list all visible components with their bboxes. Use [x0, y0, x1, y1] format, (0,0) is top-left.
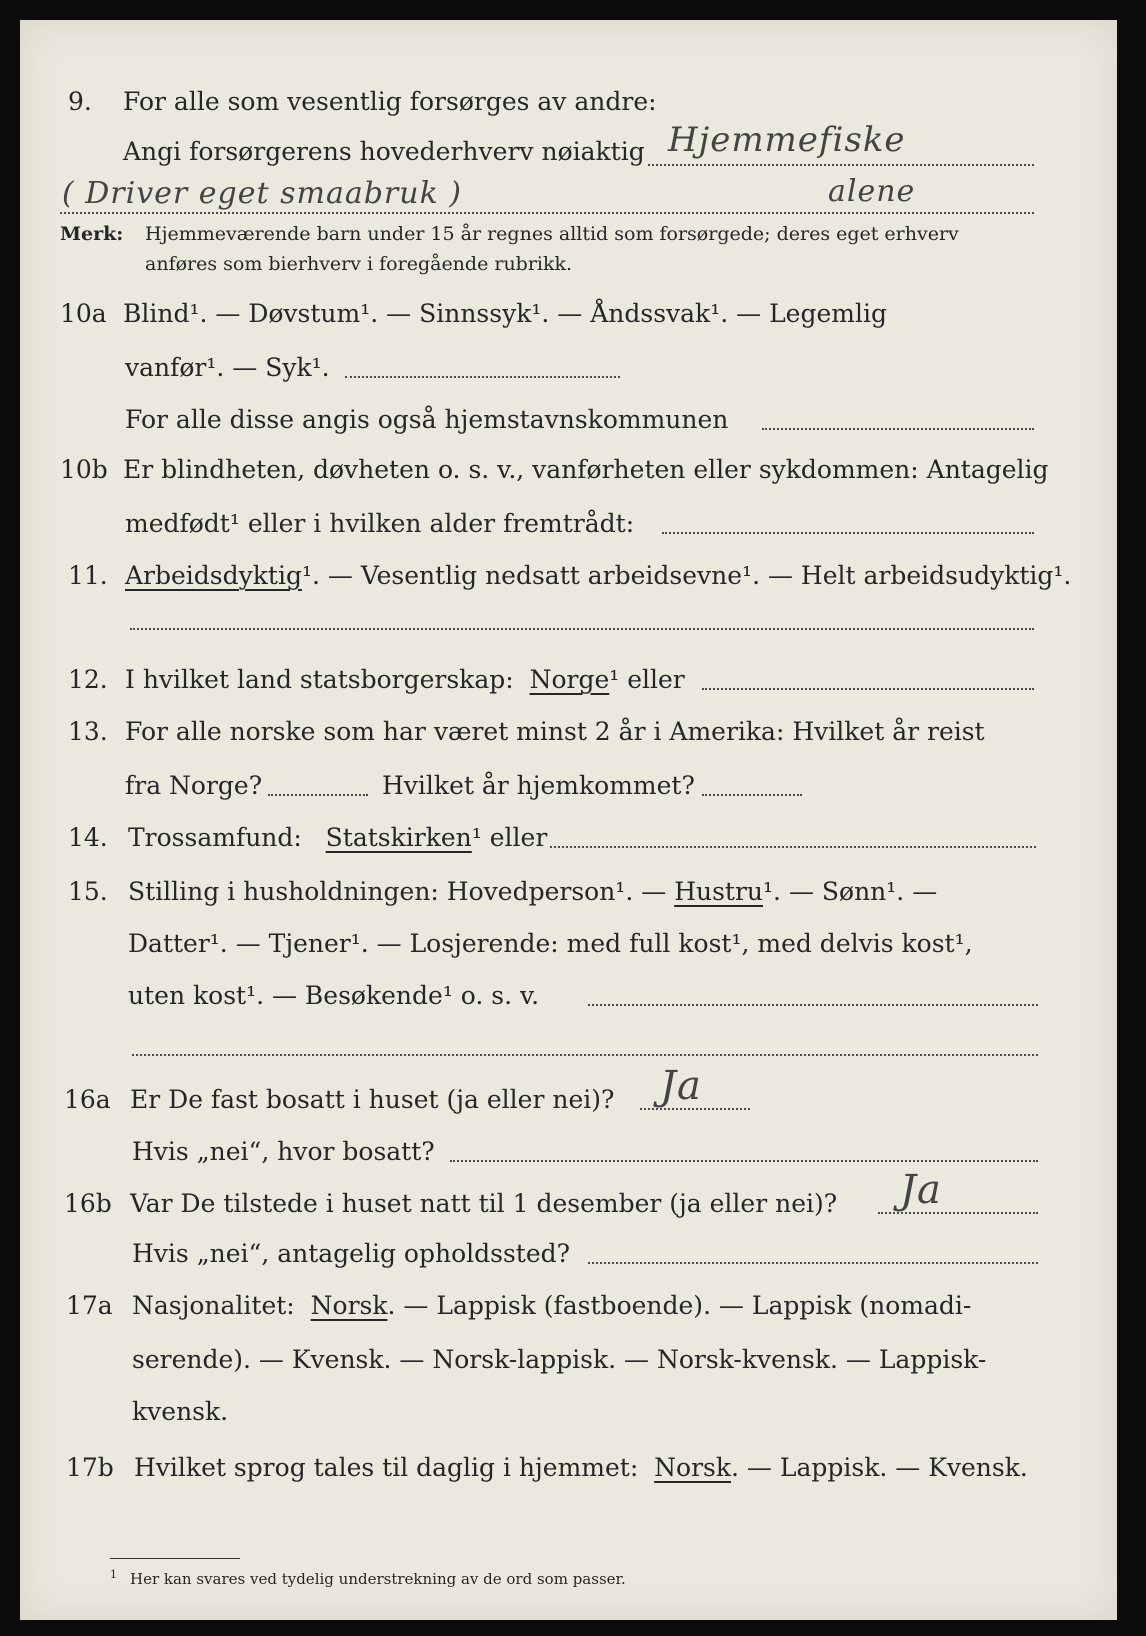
q15-row2 [20, 924, 1117, 964]
q9-handwritten-answer2: ( Driver eget smaabruk ) [62, 176, 463, 211]
q12-selected-option[interactable]: Norge [529, 665, 610, 694]
merk-text-line2: anføres som bierhverv i foregående rubrikk. [145, 253, 573, 275]
q15-selected-option[interactable]: Hustru [674, 877, 764, 906]
q17b-selected-option[interactable]: Norsk [654, 1453, 732, 1482]
q10b-row1 [20, 450, 1117, 490]
q10a-text-line3: For alle disse angis også hjemstavnskommunen [125, 405, 729, 434]
q17a-text-post: . — Lappisk (fastboende). — Lappisk (nomadi- [387, 1291, 972, 1320]
q13-text-reist: fra Norge? [125, 771, 263, 800]
q14-text-post: ¹ eller [471, 823, 548, 852]
q10a-text-line2: vanfør¹. — Syk¹. [125, 353, 330, 382]
q16b-text-line1: Var De tilstede i huset natt til 1 desember (ja eller nei)? [130, 1189, 838, 1218]
q16a-handwritten-answer: Ja [660, 1063, 702, 1109]
q12-text: I hvilket land statsborgerskap: [125, 665, 514, 694]
footnote-mark: 1 [110, 1568, 117, 1581]
q17a-row1 [20, 1286, 1117, 1326]
q16b-handwritten-answer: Ja [900, 1167, 942, 1213]
q17b-text-post: . — Lappisk. — Kvensk. [731, 1453, 1028, 1482]
q17a-text: Nasjonalitet: [132, 1291, 295, 1320]
q14-answer-line[interactable] [550, 846, 1036, 848]
q16b-row1 [20, 1167, 1117, 1224]
q9-text-line1: For alle som vesentlig forsørges av andre: [123, 87, 657, 116]
q10b-number: 10b [60, 455, 108, 484]
q15-row3 [20, 976, 1117, 1016]
footnote [20, 1566, 1117, 1592]
q17a-text-line3: kvensk. [132, 1397, 229, 1426]
q16a-number: 16a [64, 1085, 111, 1114]
q11-selected-option[interactable]: Arbeidsdyktig [125, 561, 302, 590]
q16b-text-line2: Hvis „nei“, antagelig opholdssted? [132, 1239, 571, 1268]
q15-text-line2: Datter¹. — Tjener¹. — Losjerende: med full kost¹, med delvis kost¹, [128, 929, 973, 958]
q11-blank-row [20, 604, 1117, 644]
q14-row [20, 818, 1117, 858]
q11-options-rest: ¹. — Vesentlig nedsatt arbeidsevne¹. — Helt arbeidsudyktig¹. [301, 561, 1072, 590]
q16b-opholdssted-line[interactable] [588, 1262, 1038, 1264]
q15-answer-line[interactable] [588, 1004, 1038, 1006]
q16a-text-line2: Hvis „nei“, hvor bosatt? [132, 1137, 435, 1166]
q16b-number: 16b [64, 1189, 112, 1218]
q15-extra-line[interactable] [132, 1054, 1038, 1056]
merk-text-line1: Hjemmeværende barn under 15 år regnes alltid som forsørgede; deres eget erhverv [145, 223, 959, 245]
q15-row1 [20, 872, 1117, 912]
q13-hjemkommet-line[interactable] [702, 794, 802, 796]
q10a-number: 10a [60, 299, 107, 328]
q13-reist-line[interactable] [268, 794, 368, 796]
q10a-row1 [20, 294, 1117, 334]
q14-number: 14. [68, 823, 108, 852]
q10b-text-line1: Er blindheten, døvheten o. s. v., vanførheten eller sykdommen: Antagelig [123, 455, 1049, 484]
q16b-row2 [20, 1234, 1117, 1274]
q14-selected-option[interactable]: Statskirken [325, 823, 472, 852]
merk-row2 [20, 250, 1117, 280]
q17a-row2 [20, 1340, 1117, 1380]
footnote-rule [110, 1558, 240, 1559]
q16a-row2 [20, 1132, 1117, 1172]
q17b-text: Hvilket sprog tales til daglig i hjemmet: [134, 1453, 639, 1482]
q11-answer-line[interactable] [130, 628, 1034, 630]
q12-row [20, 660, 1117, 700]
q11-number: 11. [68, 561, 108, 590]
q15-text-post: ¹. — Sønn¹. — [763, 877, 938, 906]
q13-text-hjemkommet: Hvilket år hjemkommet? [382, 771, 695, 800]
q9-text-line2: Angi forsørgerens hovederhverv nøiaktig [123, 137, 645, 166]
q17a-selected-option[interactable]: Norsk [310, 1291, 388, 1320]
q13-number: 13. [68, 717, 108, 746]
q10a-row3 [20, 400, 1117, 440]
q17b-number: 17b [66, 1453, 114, 1482]
q17b-row [20, 1448, 1117, 1488]
q11-row [20, 556, 1117, 596]
q12-answer-line[interactable] [702, 688, 1034, 690]
q10b-text-line2: medfødt¹ eller i hvilken alder fremtrådt: [125, 509, 635, 538]
q9-handwritten-answer3: alene [828, 174, 916, 209]
q17a-row3 [20, 1392, 1117, 1432]
q12-text-post: ¹ eller [609, 665, 685, 694]
q16a-text-line1: Er De fast bosatt i huset (ja eller nei)? [130, 1085, 615, 1114]
q9-row2 [20, 120, 1117, 172]
q10a-row2 [20, 348, 1117, 388]
q9-row1 [20, 82, 1117, 122]
merk-label: Merk: [60, 223, 124, 245]
q10a-text-line1: Blind¹. — Døvstum¹. — Sinnssyk¹. — Åndssvak¹. — Legemlig [123, 299, 887, 328]
q10a-hjemstavn-line[interactable] [762, 428, 1034, 430]
census-form-page [20, 20, 1117, 1620]
q9-number: 9. [68, 87, 92, 116]
merk-row1 [20, 220, 1117, 250]
q10b-row2 [20, 504, 1117, 544]
q16a-bosatt-line[interactable] [450, 1160, 1038, 1162]
footnote-text: Her kan svares ved tydelig understrekning av de ord som passer. [130, 1570, 626, 1588]
q10a-answer-line[interactable] [345, 376, 620, 378]
q17a-number: 17a [66, 1291, 113, 1320]
q13-text-line1: For alle norske som har været minst 2 år i Amerika: Hvilket år reist [125, 717, 985, 746]
q15-text-line3: uten kost¹. — Besøkende¹ o. s. v. [128, 981, 540, 1010]
q9-handwritten-answer1: Hjemmefiske [668, 120, 906, 160]
q17a-text-line2: serende). — Kvensk. — Norsk-lappisk. — Norsk-kvensk. — Lappisk- [132, 1345, 987, 1374]
q13-row1 [20, 712, 1117, 752]
q13-row2 [20, 766, 1117, 806]
q15-blank-row [20, 1030, 1117, 1070]
q9-answer-line1[interactable] [648, 164, 1034, 166]
q15-text: Stilling i husholdningen: Hovedperson¹. — [128, 877, 667, 906]
q16a-row1 [20, 1063, 1117, 1120]
q10b-answer-line[interactable] [662, 532, 1034, 534]
q9-row3 [20, 174, 1117, 222]
q12-number: 12. [68, 665, 108, 694]
q14-text: Trossamfund: [128, 823, 302, 852]
q15-number: 15. [68, 877, 108, 906]
